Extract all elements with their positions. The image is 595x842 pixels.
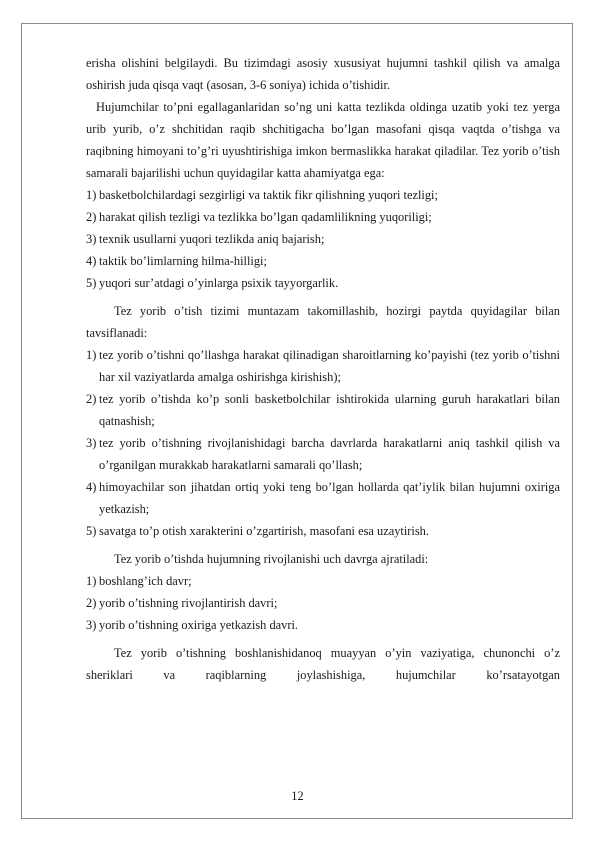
paragraph-2: Hujumchilar to’pni egallaganlaridan so’ng uni katta tezlikda oldinga uzatib yoki tez yerga urib yurib, o’z shchitidan raqib shchitigacha bo’lgan masofani qisqa vaqtda o’tishga va raqibning himoyani to’g’ri uyushtirishiga imkon bermaslikka harakat qiladilar. Tez yorib o’tish samarali bajarilishi uchun quyidagilar katta ahamiyatga ega: — [86, 100, 560, 180]
paragraph-5: Tez yorib o’tishning boshlanishidanoq muayyan o’yin vaziyatiga, chunonchi o’z sheriklari va raqiblarning joylashishiga, hujumchilar ko’rsatayotgan — [86, 646, 560, 682]
list-item: 3) texnik usullarni yuqori tezlikda aniq bajarish; — [86, 232, 325, 246]
page-number: 12 — [291, 789, 304, 803]
page-body — [86, 52, 560, 686]
list-item: 5) savatga to’p otish xarakterini o’zgartirish, masofani esa uzaytirish. — [86, 524, 429, 538]
list-requirements — [86, 184, 560, 294]
list-item: 5) yuqori sur’atdagi o’yinlarga psixik tayyorgarlik. — [86, 276, 339, 290]
list-item: 1) tez yorib o’tishni qo’llashga harakat qilinadigan sharoitlarning ko’payishi (tez yorib o’tishni har xil vaziyatlarda amalga oshirishga kirishish); — [86, 348, 560, 384]
list-item: 2) yorib o’tishning rivojlantirish davri; — [86, 596, 278, 610]
paragraph-3: Tez yorib o’tish tizimi muntazam takomillashib, hozirgi paytda quyidagilar bilan tavsiflanadi: — [86, 304, 560, 340]
paragraph-1: erisha olishini belgilaydi. Bu tizimdagi asosiy xususiyat hujumni tashkil qilish va amalga oshirish juda qisqa vaqt (asosan, 3-6 soniya) ichida o’tishidir. — [86, 56, 560, 92]
list-item: 3) yorib o’tishning oxiriga yetkazish davri. — [86, 618, 299, 632]
list-characteristics — [86, 344, 560, 542]
paragraph-4: Tez yorib o’tishda hujumning rivojlanishi uch davrga ajratiladi: — [114, 552, 429, 566]
list-item: 3) tez yorib o’tishning rivojlanishidagi barcha davrlarda harakatlarni aniq tashkil qilish va o’rganilgan murakkab harakatlarni samarali qo’llash; — [86, 436, 560, 472]
list-item: 2) tez yorib o’tishda ko’p sonli basketbolchilar ishtirokida ularning guruh harakatlari bilan qatnashish; — [86, 392, 560, 428]
list-item: 1) boshlang’ich davr; — [86, 574, 192, 588]
list-item: 4) himoyachilar son jihatdan ortiq yoki teng bo’lgan hollarda qat’iylik bilan hujumni oxiriga yetkazish; — [86, 480, 560, 516]
list-periods — [86, 570, 560, 636]
list-item: 4) taktik bo’limlarning hilma-hilligi; — [86, 254, 267, 268]
list-item: 2) harakat qilish tezligi va tezlikka bo’lgan qadamlilikning yuqoriligi; — [86, 210, 432, 224]
list-item: 1) basketbolchilardagi sezgirligi va taktik fikr qilishning yuqori tezligi; — [86, 188, 438, 202]
